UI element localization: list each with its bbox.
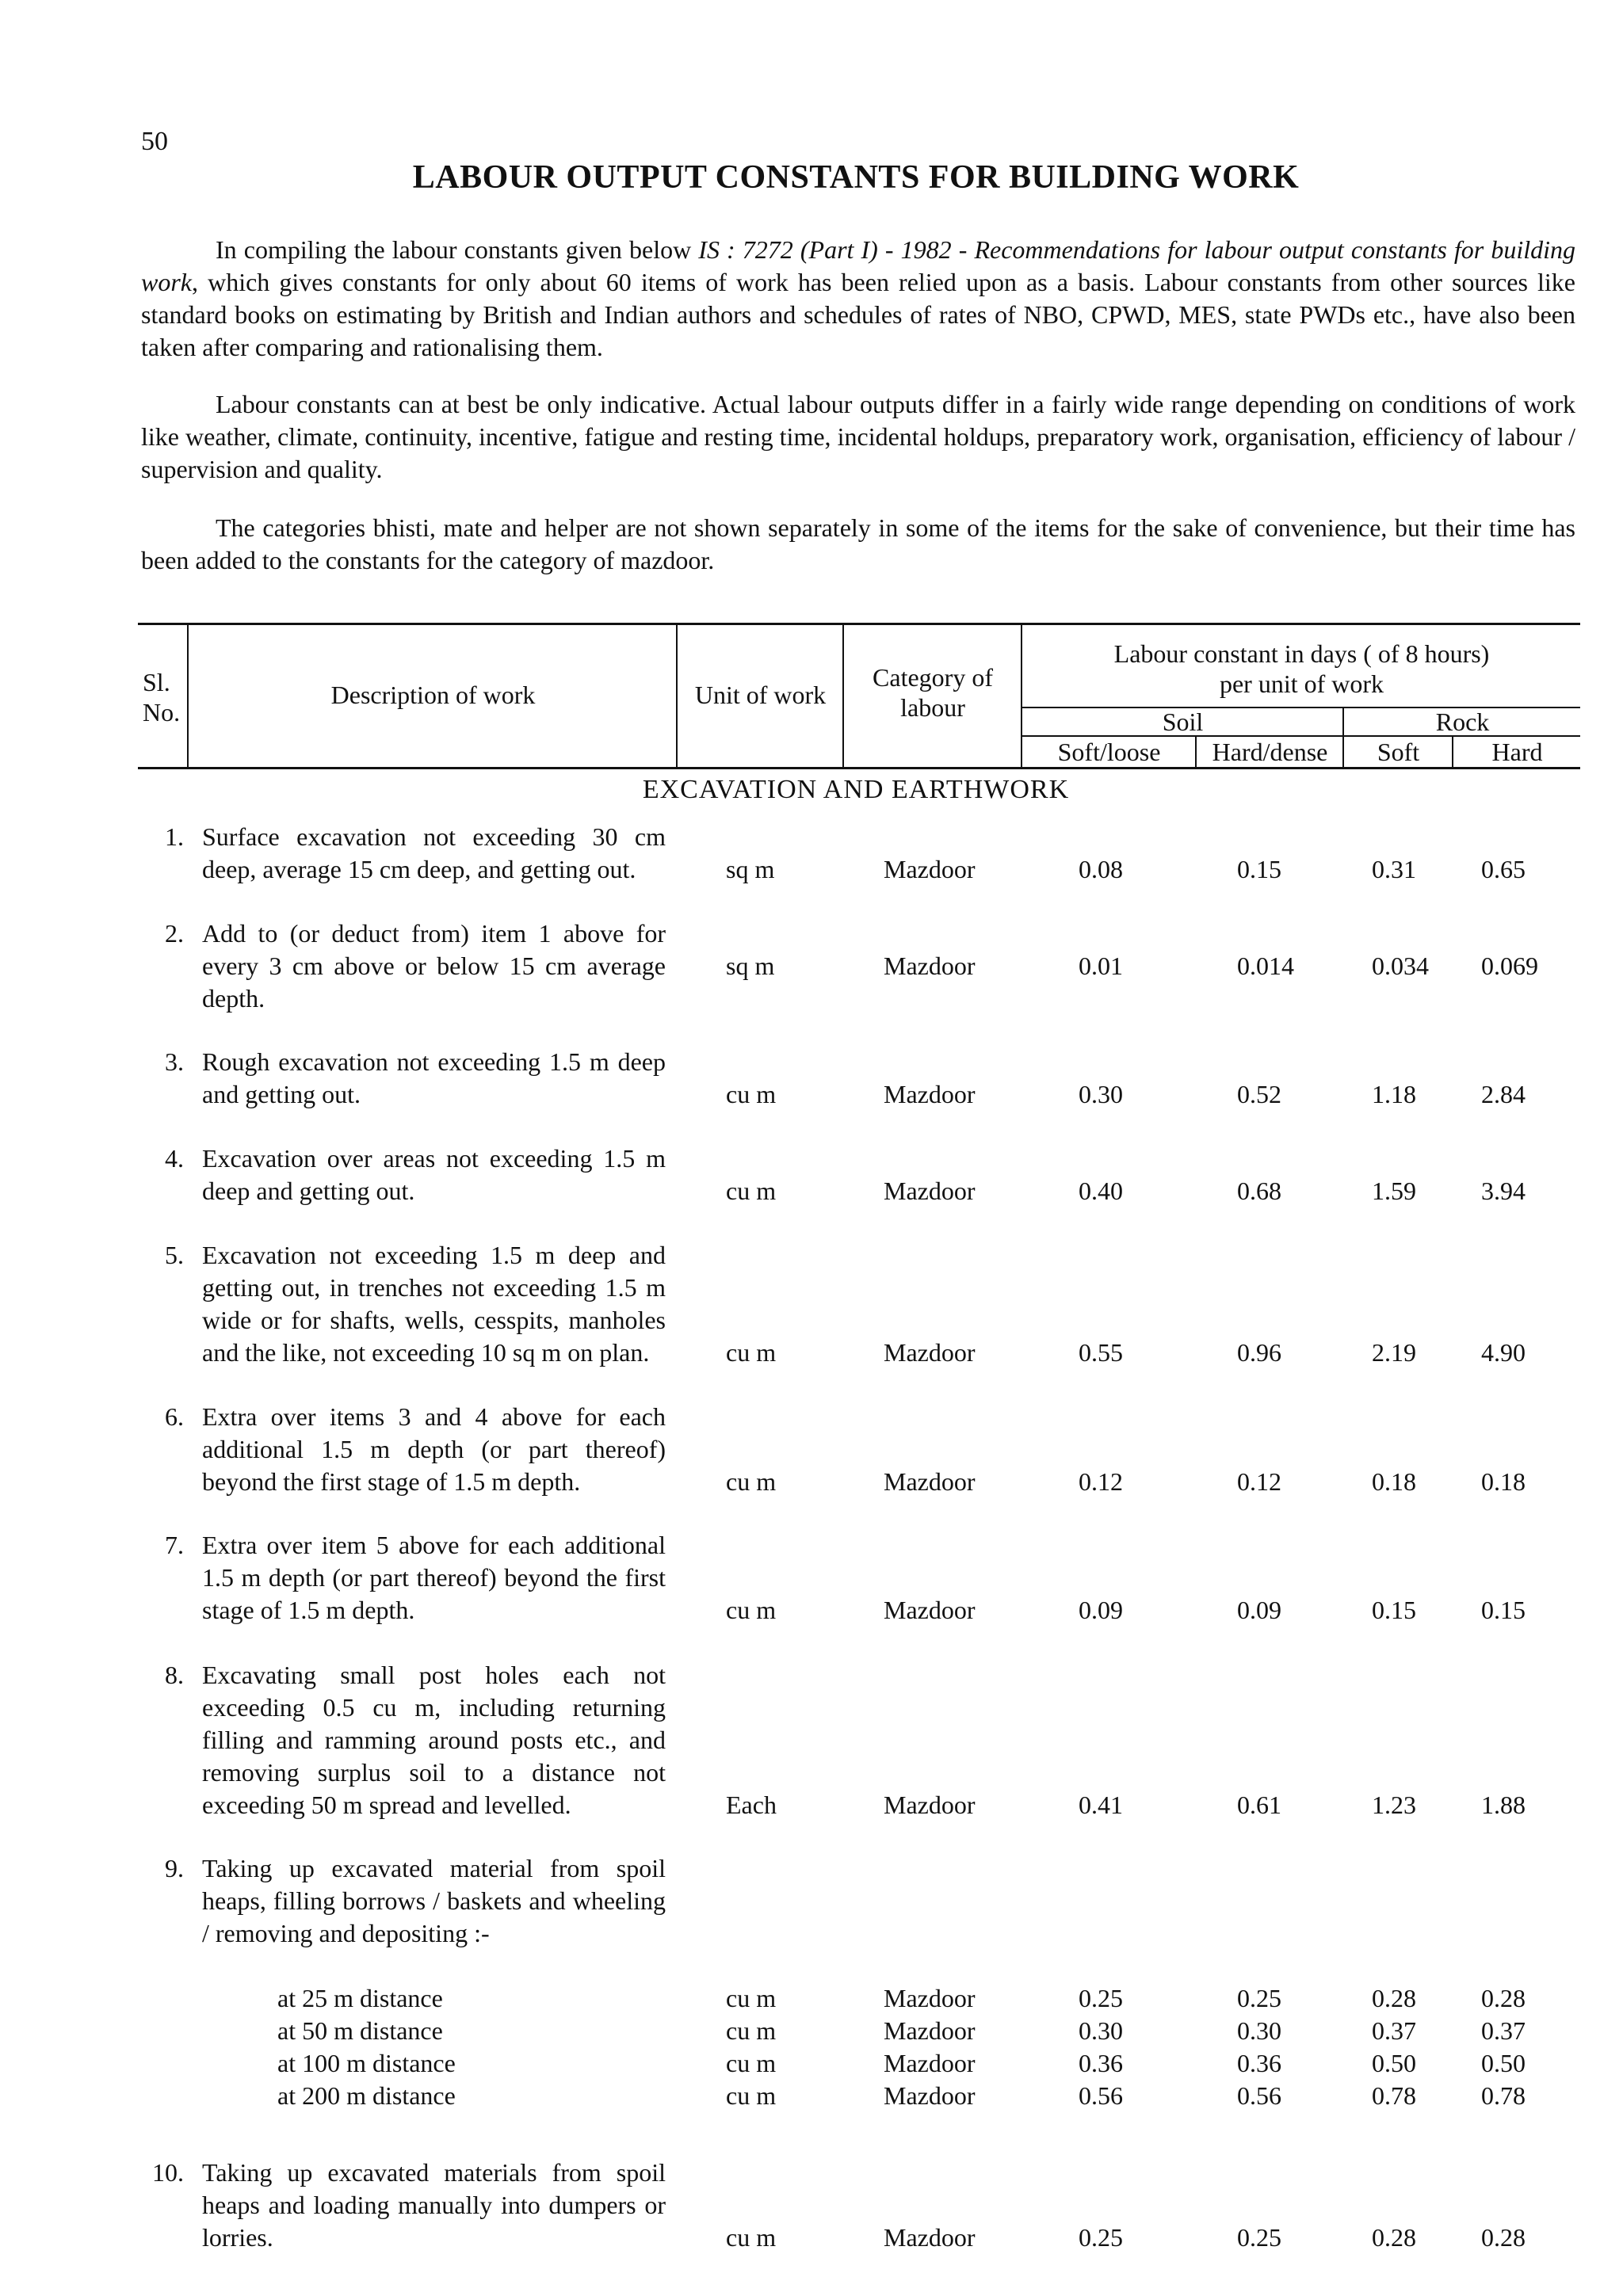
- item-number: 9.: [165, 1854, 184, 1882]
- item-number: 10.: [152, 2158, 184, 2187]
- rock-hard-header: Hard: [1491, 738, 1543, 766]
- item-unit: sq m: [726, 952, 775, 980]
- unit-header: Unit of work: [694, 681, 827, 709]
- soil-hard-value: 0.15: [1237, 855, 1281, 883]
- soil-hard-value: 0.09: [1237, 1596, 1281, 1624]
- rock-soft-value: 0.15: [1372, 1596, 1416, 1624]
- rock-soft-value: 0.37: [1372, 2016, 1416, 2045]
- sl-header-line2: No.: [143, 698, 181, 727]
- item-description: Taking up excavated materials from spoil heaps and loading manually into dumpers or lorries.: [202, 2158, 666, 2252]
- labour-constant-header: [1023, 639, 1580, 699]
- rock-hard-value: 2.84: [1481, 1080, 1526, 1108]
- item-unit: cu m: [726, 2081, 777, 2110]
- soil-hard-value: 0.52: [1237, 1080, 1281, 1108]
- rock-hard-value: 4.90: [1481, 1338, 1526, 1367]
- soil-hard-value: 0.96: [1237, 1338, 1281, 1367]
- sl-header-line1: Sl.: [143, 668, 170, 696]
- rock-soft-value: 1.23: [1372, 1791, 1416, 1819]
- item-description: Excavation over areas not exceeding 1.5 m deep and getting out.: [202, 1144, 666, 1205]
- item-description: Extra over item 5 above for each additional 1.5 m depth (or part thereof) beyond the first stage of 1.5 m depth.: [202, 1531, 666, 1624]
- soil-soft-value: 0.55: [1079, 1338, 1123, 1367]
- category-header-line1: Category of: [873, 663, 993, 692]
- rock-soft-value: 0.50: [1372, 2049, 1416, 2077]
- item-category: Mazdoor: [884, 1338, 976, 1367]
- item-description: Surface excavation not exceeding 30 cm deep, average 15 cm deep, and getting out.: [202, 822, 666, 883]
- soil-soft-value: 0.40: [1079, 1177, 1123, 1205]
- col-divider: [1342, 707, 1344, 767]
- rock-soft-value: 0.31: [1372, 855, 1416, 883]
- item-number: 8.: [165, 1661, 184, 1689]
- item-number: 2.: [165, 919, 184, 948]
- labour-constant-line1: Labour constant in days ( of 8 hours): [1113, 639, 1490, 668]
- item-description: Excavation not exceeding 1.5 m deep and getting out, in trenches not exceeding 1.5 m wide or for shafts, wells, cesspits, manholes and the like, not exceeding 10 sq m on plan.: [202, 1241, 666, 1367]
- rock-soft-value: 1.59: [1372, 1177, 1416, 1205]
- soil-hard-value: 0.014: [1237, 952, 1294, 980]
- soil-hard-value: 0.25: [1237, 1984, 1281, 2012]
- rock-hard-value: 0.28: [1481, 2223, 1526, 2252]
- indicative-text: Labour constants can at best be only indicative. Actual labour outputs differ in a fairly wide range depending on conditions of work like weather, climate, continuity, incentive, fatigue and resting time, incidental holdups, preparatory work, organisation, efficiency of labour / supervision and quality.: [141, 390, 1575, 483]
- item-description: Extra over items 3 and 4 above for each additional 1.5 m depth (or part thereof) beyond the first stage of 1.5 m depth.: [202, 1402, 666, 1496]
- soil-hard-value: 0.56: [1237, 2081, 1281, 2110]
- item-unit: Each: [726, 1791, 777, 1819]
- distance-label: at 50 m distance: [277, 2016, 443, 2045]
- item-category: Mazdoor: [884, 1984, 976, 2012]
- item-description: Add to (or deduct from) item 1 above for every 3 cm above or below 15 cm average depth.: [202, 919, 666, 1013]
- item-unit: cu m: [726, 1177, 777, 1205]
- distance-label: at 200 m distance: [277, 2081, 456, 2110]
- page-number: 50: [141, 127, 168, 156]
- soil-soft-value: 0.09: [1079, 1596, 1123, 1624]
- intro-text-start: In compiling the labour constants given below: [216, 235, 699, 264]
- rock-soft-value: 0.78: [1372, 2081, 1416, 2110]
- item-number: 3.: [165, 1047, 184, 1076]
- item-description: Excavating small post holes each not exceeding 0.5 cu m, including returning filling and ramming around posts etc., and removing surplus soil to a distance not exceeding 50 m spread and levelled.: [202, 1661, 666, 1819]
- item-number: 4.: [165, 1144, 184, 1173]
- item-description: Rough excavation not exceeding 1.5 m deep and getting out.: [202, 1047, 666, 1108]
- soil-soft-value: 0.08: [1079, 855, 1123, 883]
- item-unit: cu m: [726, 1596, 777, 1624]
- rock-soft-value: 0.28: [1372, 2223, 1416, 2252]
- item-unit: cu m: [726, 2223, 777, 2252]
- rock-hard-value: 3.94: [1481, 1177, 1526, 1205]
- col-divider: [676, 625, 678, 767]
- soil-hard-value: 0.61: [1237, 1791, 1281, 1819]
- soil-hard-value: 0.30: [1237, 2016, 1281, 2045]
- soil-soft-value: 0.25: [1079, 2223, 1123, 2252]
- item-category: Mazdoor: [884, 1080, 976, 1108]
- item-unit: cu m: [726, 1338, 777, 1367]
- item-category: Mazdoor: [884, 1467, 976, 1496]
- item-number: 1.: [165, 822, 184, 851]
- soil-hard-value: 0.25: [1237, 2223, 1281, 2252]
- category-header: [845, 662, 1021, 723]
- soil-soft-value: 0.30: [1079, 1080, 1123, 1108]
- category-header-line2: labour: [900, 693, 965, 722]
- item-number: 5.: [165, 1241, 184, 1269]
- rock-hard-value: 0.15: [1481, 1596, 1526, 1624]
- item-category: Mazdoor: [884, 855, 976, 883]
- col-divider: [1021, 625, 1022, 767]
- rock-hard-value: 0.37: [1481, 2016, 1526, 2045]
- item-unit: cu m: [726, 2016, 777, 2045]
- rock-soft-value: 2.19: [1372, 1338, 1416, 1367]
- item-unit: cu m: [726, 1984, 777, 2012]
- soil-hard-value: 0.12: [1237, 1467, 1281, 1496]
- rock-soft-value: 0.28: [1372, 1984, 1416, 2012]
- soil-soft-value: 0.36: [1079, 2049, 1123, 2077]
- header-top-rule: [138, 623, 1580, 625]
- section-heading: EXCAVATION AND EARTHWORK: [642, 775, 1070, 804]
- col-divider: [1452, 737, 1453, 767]
- intro-text-end: , which gives constants for only about 60 items of work has been relied upon as a basis. Labour constants from other sources like standard books on estimating by British and Indian authors and schedules of rates of NBO, CPWD, MES, state PWDs etc., have also been taken after comparing and rationalising them.: [141, 268, 1575, 361]
- rock-hard-value: 0.069: [1481, 952, 1538, 980]
- soil-soft-value: 0.25: [1079, 1984, 1123, 2012]
- soil-soft-value: 0.12: [1079, 1467, 1123, 1496]
- description-header: Description of work: [330, 681, 536, 709]
- rock-hard-value: 0.18: [1481, 1467, 1526, 1496]
- categories-paragraph: [141, 512, 1575, 577]
- categories-text: The categories bhisti, mate and helper are not shown separately in some of the items for the sake of convenience, but their time has been added to the constants for the category of mazdoor.: [141, 513, 1575, 574]
- col-divider: [187, 625, 189, 767]
- distance-label: at 100 m distance: [277, 2049, 456, 2077]
- rock-hard-value: 1.88: [1481, 1791, 1526, 1819]
- page-title: LABOUR OUTPUT CONSTANTS FOR BUILDING WORK: [412, 159, 1300, 196]
- item-category: Mazdoor: [884, 2049, 976, 2077]
- rock-soft-value: 0.18: [1372, 1467, 1416, 1496]
- item-number: 7.: [165, 1531, 184, 1559]
- soil-soft-value: 0.56: [1079, 2081, 1123, 2110]
- item-unit: cu m: [726, 1080, 777, 1108]
- soil-hard-value: 0.36: [1237, 2049, 1281, 2077]
- item-category: Mazdoor: [884, 952, 976, 980]
- item-category: Mazdoor: [884, 1177, 976, 1205]
- rock-soft-value: 1.18: [1372, 1080, 1416, 1108]
- col-divider: [842, 625, 844, 767]
- rock-hard-value: 0.78: [1481, 2081, 1526, 2110]
- soft-loose-header: Soft/loose: [1057, 738, 1161, 766]
- rock-hard-value: 0.65: [1481, 855, 1526, 883]
- header-bottom-rule: [138, 767, 1580, 769]
- hard-dense-header: Hard/dense: [1212, 738, 1328, 766]
- sl-header: [143, 667, 182, 727]
- soil-soft-value: 0.41: [1079, 1791, 1123, 1819]
- rock-soft-value: 0.034: [1372, 952, 1429, 980]
- item-unit: sq m: [726, 855, 775, 883]
- item-unit: cu m: [726, 2049, 777, 2077]
- item-category: Mazdoor: [884, 1791, 976, 1819]
- item-category: Mazdoor: [884, 1596, 976, 1624]
- item-number: 6.: [165, 1402, 184, 1431]
- item-category: Mazdoor: [884, 2223, 976, 2252]
- indicative-paragraph: [141, 388, 1575, 486]
- item-description: Taking up excavated material from spoil heaps, filling borrows / baskets and wheeling / removing and depositing :-: [202, 1854, 666, 1947]
- soil-soft-value: 0.30: [1079, 2016, 1123, 2045]
- item-category: Mazdoor: [884, 2016, 976, 2045]
- item-category: Mazdoor: [884, 2081, 976, 2110]
- intro-paragraph: [141, 234, 1575, 364]
- item-unit: cu m: [726, 1467, 777, 1496]
- col-divider: [1195, 737, 1197, 767]
- rock-hard-value: 0.28: [1481, 1984, 1526, 2012]
- soil-hard-value: 0.68: [1237, 1177, 1281, 1205]
- rock-soft-header: Soft: [1377, 738, 1420, 766]
- soil-header: Soil: [1162, 707, 1204, 736]
- distance-label: at 25 m distance: [277, 1984, 443, 2012]
- labour-constant-line2: per unit of work: [1219, 669, 1384, 698]
- rock-hard-value: 0.50: [1481, 2049, 1526, 2077]
- standard-reference: IS : 7272 (Part I) - 1982 - Recommendations for labour output constants for building work: [141, 235, 1575, 296]
- rock-header: Rock: [1435, 707, 1490, 736]
- soil-soft-value: 0.01: [1079, 952, 1123, 980]
